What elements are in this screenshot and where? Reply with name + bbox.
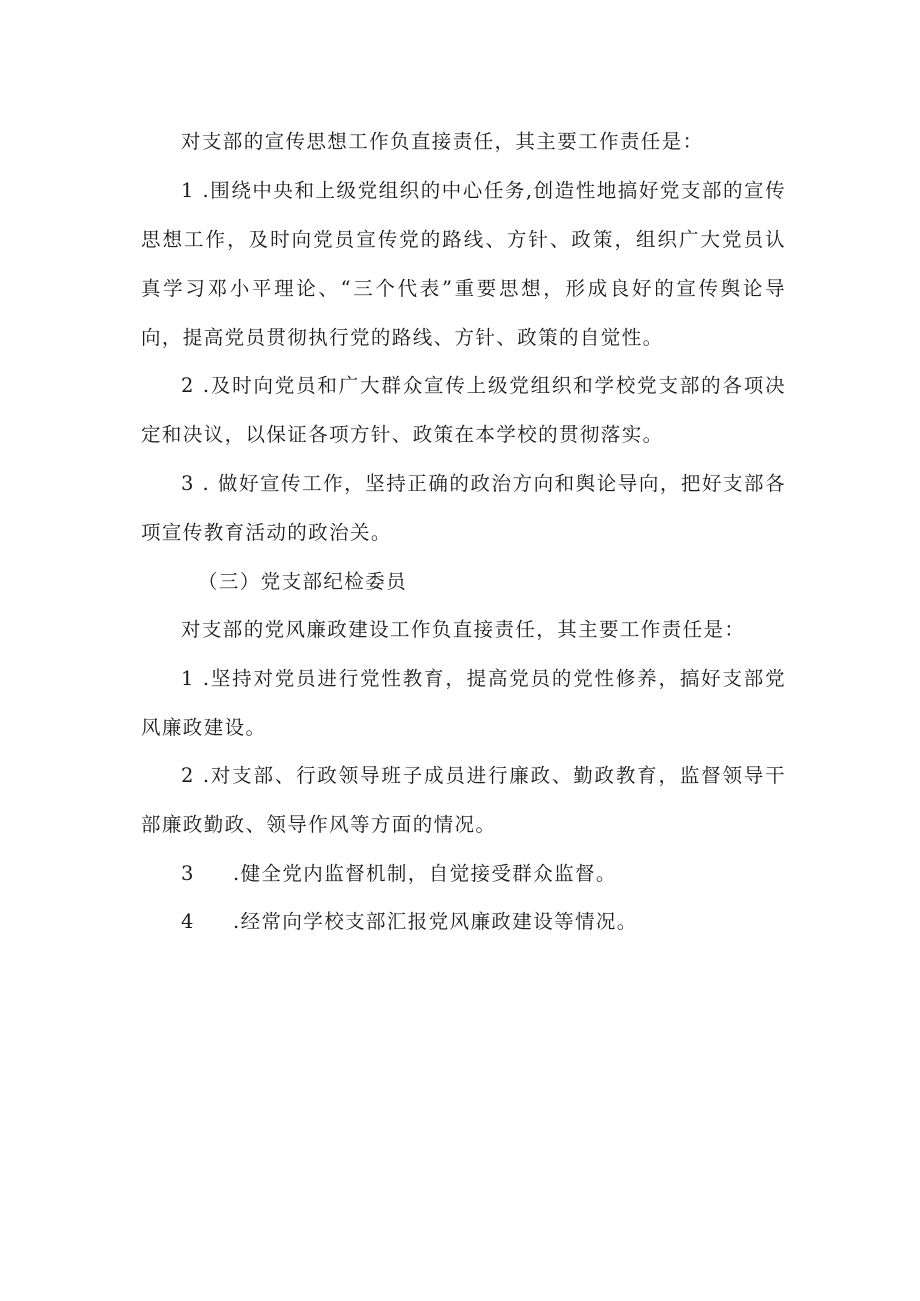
item-number: 3	[181, 862, 195, 885]
section-heading-discipline: （三）党支部纪检委员	[198, 570, 408, 593]
discipline-item-4	[181, 897, 638, 946]
discipline-item-3	[181, 849, 617, 898]
item-text: .经常向学校支部汇报党风廉政建设等情况。	[233, 910, 638, 933]
item-text: .健全党内监督机制，自觉接受群众监督。	[233, 862, 617, 885]
intro-paragraph-propaganda: 对支部的宣传思想工作负直接责任，其主要工作责任是：	[181, 130, 704, 153]
item-number: 4	[181, 910, 195, 933]
propaganda-item-2: 2 .及时向党员和广大群众宣传上级党组织和学校党支部的各项决定和决议，以保证各项方针、政策在本学校的贯彻落实。	[141, 374, 786, 446]
propaganda-item-3: 3 . 做好宣传工作，坚持正确的政治方向和舆论导向，把好支部各项宣传教育活动的政治关。	[141, 472, 786, 544]
intro-paragraph-discipline: 对支部的党风廉政建设工作负直接责任，其主要工作责任是：	[181, 618, 746, 641]
discipline-item-1: 1 .坚持对党员进行党性教育，提高党员的党性修养，搞好支部党风廉政建设。	[141, 667, 786, 739]
discipline-item-2: 2 .对支部、行政领导班子成员进行廉政、勤政教育，监督领导干部廉政勤政、领导作风等方面的情况。	[141, 764, 786, 836]
propaganda-item-1: 1 .围绕中央和上级党组织的中心任务,创造性地搞好党支部的宣传思想工作，及时向党员宣传党的路线、方针、政策，组织广大党员认真学习邓小平理论、“三个代表”重要思想，形成良好的宣传舆论导向，提高党员贯彻执行党的路线、方针、政策的自觉性。	[141, 179, 786, 349]
